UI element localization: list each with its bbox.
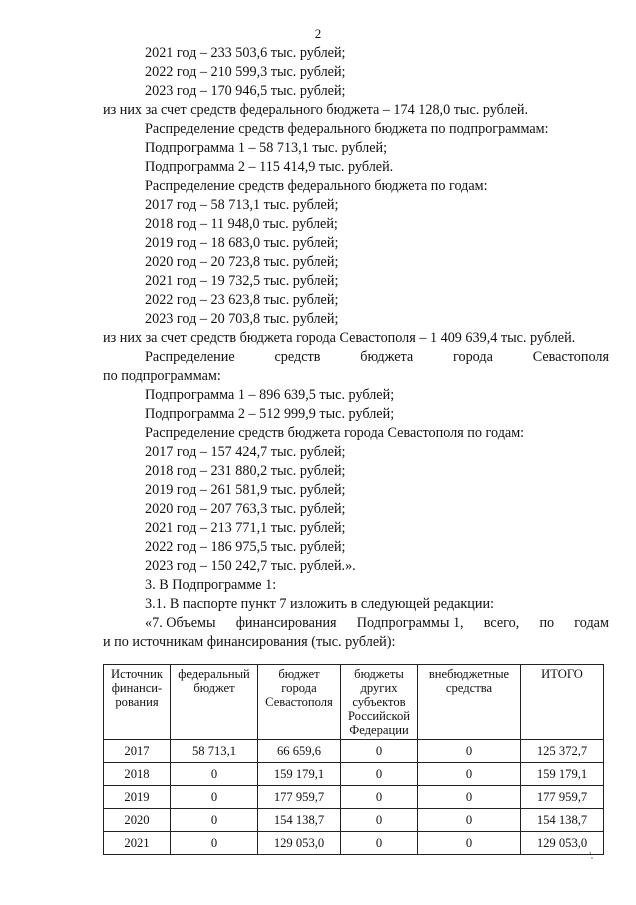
text-line: 2023 год – 20 703,8 тыс. рублей;: [145, 311, 339, 327]
text-line: Подпрограмма 1 – 58 713,1 тыс. рублей;: [145, 140, 388, 156]
page-number: 2: [314, 26, 322, 41]
text-line: Распределение средств федерального бюджета по годам:: [145, 178, 488, 194]
word: Подпрограммы 1,: [356, 615, 464, 631]
column-header: Источник финанси-рования: [104, 665, 171, 740]
table-cell: 2020: [104, 809, 171, 832]
text-line: 2022 год – 186 975,5 тыс. рублей;: [145, 539, 346, 555]
word: Севастополя: [532, 349, 609, 365]
table-cell: 0: [171, 786, 258, 809]
table-cell: 0: [418, 809, 521, 832]
table-cell: 0: [171, 763, 258, 786]
word: всего,: [483, 615, 520, 631]
column-header: бюджет города Севастополя: [258, 665, 341, 740]
text-line: по подпрограммам:: [103, 368, 221, 384]
word: годам: [574, 615, 609, 631]
table-header-row: [104, 665, 604, 740]
table-row: [104, 832, 604, 855]
table-cell: 0: [341, 740, 418, 763]
word: бюджета: [360, 349, 414, 365]
word: Распределение: [145, 349, 235, 365]
table-cell: 0: [418, 740, 521, 763]
table-cell: 0: [171, 809, 258, 832]
table-row: [104, 740, 604, 763]
text-line: 2022 год – 23 623,8 тыс. рублей;: [145, 292, 339, 308]
text-line: 2020 год – 20 723,8 тыс. рублей;: [145, 254, 339, 270]
text-line: 2023 год – 150 242,7 тыс. рублей.».: [145, 558, 356, 574]
column-header: ИТОГО: [521, 665, 604, 740]
table-cell: 177 959,7: [521, 786, 604, 809]
scan-mark: `·: [583, 849, 598, 866]
text-line: 2018 год – 11 948,0 тыс. рублей;: [145, 216, 338, 232]
word: финансирования: [235, 615, 337, 631]
text-line: Подпрограмма 2 – 512 999,9 тыс. рублей;: [145, 406, 395, 422]
text-line: 2021 год – 19 732,5 тыс. рублей;: [145, 273, 339, 289]
text-line: и по источникам финансирования (тыс. рублей):: [103, 634, 396, 650]
table-cell: 159 179,1: [258, 763, 341, 786]
table-cell: 129 053,0: [521, 832, 604, 855]
table-cell: 0: [418, 832, 521, 855]
text-line: 2017 год – 58 713,1 тыс. рублей;: [145, 197, 339, 213]
table-cell: 0: [341, 809, 418, 832]
text-line: Подпрограмма 2 – 115 414,9 тыс. рублей.: [145, 159, 394, 175]
text-line: 2021 год – 233 503,6 тыс. рублей;: [145, 45, 346, 61]
table-cell: 0: [418, 763, 521, 786]
text-line: 3. В Подпрограмме 1:: [145, 577, 277, 593]
justified-line: [145, 349, 609, 365]
text-line: 2023 год – 170 946,5 тыс. рублей;: [145, 83, 346, 99]
column-header: внебюджетные средства: [418, 665, 521, 740]
table-cell: 154 138,7: [521, 809, 604, 832]
table-cell: 125 372,7: [521, 740, 604, 763]
table-cell: 129 053,0: [258, 832, 341, 855]
table-cell: 0: [418, 786, 521, 809]
word: «7. Объемы: [145, 615, 216, 631]
text-line: из них за счет средств бюджета города Севастополя – 1 409 639,4 тыс. рублей.: [103, 330, 576, 346]
table-cell: 2021: [104, 832, 171, 855]
text-line: Подпрограмма 1 – 896 639,5 тыс. рублей;: [145, 387, 395, 403]
text-line: 3.1. В паспорте пункт 7 изложить в следующей редакции:: [145, 596, 494, 612]
word: по: [539, 615, 555, 631]
table-body: [104, 740, 604, 855]
table-cell: 177 959,7: [258, 786, 341, 809]
table-cell: 58 713,1: [171, 740, 258, 763]
table-row: [104, 763, 604, 786]
table-cell: 154 138,7: [258, 809, 341, 832]
column-header: федеральный бюджет: [171, 665, 258, 740]
text-line: 2022 год – 210 599,3 тыс. рублей;: [145, 64, 346, 80]
text-line: 2018 год – 231 880,2 тыс. рублей;: [145, 463, 346, 479]
table-cell: 0: [171, 832, 258, 855]
text-line: 2020 год – 207 763,3 тыс. рублей;: [145, 501, 346, 517]
table-cell: 2018: [104, 763, 171, 786]
text-line: 2019 год – 261 581,9 тыс. рублей;: [145, 482, 346, 498]
text-line: Распределение средств бюджета города Севастополя по годам:: [145, 425, 525, 441]
table-cell: 159 179,1: [521, 763, 604, 786]
text-line: Распределение средств федерального бюджета по подпрограммам:: [145, 121, 549, 137]
text-line: из них за счет средств федерального бюджета – 174 128,0 тыс. рублей.: [103, 102, 529, 118]
table-cell: 2017: [104, 740, 171, 763]
table-row: [104, 809, 604, 832]
table-cell: 0: [341, 832, 418, 855]
table-cell: 0: [341, 763, 418, 786]
table-row: [104, 786, 604, 809]
column-header: бюджеты других субъектов Российской Федерации: [341, 665, 418, 740]
text-line: 2021 год – 213 771,1 тыс. рублей;: [145, 520, 346, 536]
financing-table: [103, 664, 604, 855]
table-cell: 2019: [104, 786, 171, 809]
table-cell: 0: [341, 786, 418, 809]
justified-line: [145, 615, 609, 631]
text-line: 2019 год – 18 683,0 тыс. рублей;: [145, 235, 339, 251]
text-line: 2017 год – 157 424,7 тыс. рублей;: [145, 444, 346, 460]
table-cell: 66 659,6: [258, 740, 341, 763]
word: города: [453, 349, 493, 365]
word: средств: [274, 349, 321, 365]
